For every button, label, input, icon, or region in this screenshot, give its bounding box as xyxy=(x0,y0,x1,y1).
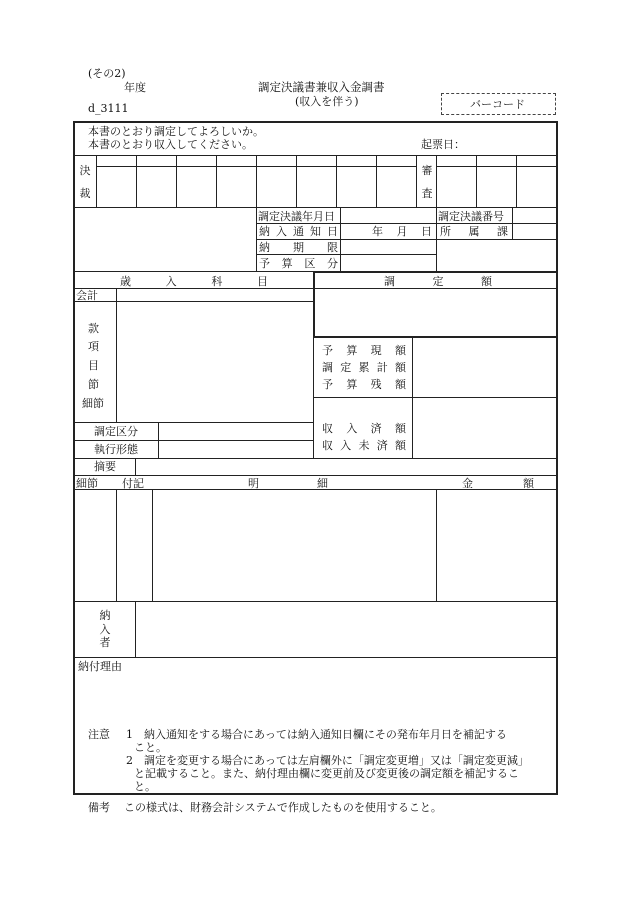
reason-label: 納付理由 xyxy=(78,660,122,673)
note-1-number: 1 xyxy=(126,728,133,741)
shikko-keitai-label: 執行形態 xyxy=(94,443,138,456)
budget-current-label: 予 算 現 額 xyxy=(322,344,406,357)
request-line-1: 本書のとおり調定してよろしいか。 xyxy=(88,125,264,138)
deadline-label: 納 期 限 xyxy=(259,241,338,254)
fuki-header: 付記 xyxy=(122,477,144,490)
tekiyo-label: 摘要 xyxy=(94,460,116,473)
kessai-divider xyxy=(96,155,97,207)
chotei-date-label: 調定決議年月日 xyxy=(258,210,335,223)
notice-date-ymd: 年 月 日 xyxy=(372,225,432,238)
department-label: 所 属 課 xyxy=(440,225,508,238)
item-moku: 目 xyxy=(88,359,99,372)
approval-bottom-line xyxy=(74,207,557,208)
note-2-line-3: と。 xyxy=(134,780,156,793)
chotei-amount-box xyxy=(313,271,558,338)
shinsa-divider xyxy=(436,155,437,207)
barcode-area xyxy=(441,93,556,115)
shinsa-label: 審 査 xyxy=(421,164,433,200)
sono-label: (その2) xyxy=(88,67,126,80)
saisetsu-header: 細節 xyxy=(76,477,98,490)
barcode-label: バーコード xyxy=(470,98,525,111)
chotei-kubun-label: 調定区分 xyxy=(94,425,138,438)
subjects-header: 歳 入 科 目 xyxy=(120,275,268,288)
notes-label: 注意 xyxy=(88,728,110,741)
request-line-2: 本書のとおり収入してください。 xyxy=(88,138,253,151)
note-1-line-2: こと。 xyxy=(134,741,167,754)
approval-title-line-right xyxy=(436,166,557,167)
unreceived-label: 収 入 未 済 額 xyxy=(322,439,406,452)
notice-date-label: 納 入 通 知 日 xyxy=(259,225,338,238)
shinsa-divider-left xyxy=(416,155,417,207)
amount-header: 調 定 額 xyxy=(384,275,492,288)
payer-label: 納 入 者 xyxy=(99,609,111,649)
item-kou: 項 xyxy=(88,340,99,353)
chotei-number-label: 調定決議番号 xyxy=(438,210,504,223)
item-kan: 款 xyxy=(88,322,99,335)
kihyo-date-label: 起票日： xyxy=(421,138,465,151)
kaikei-label: 会計 xyxy=(76,289,98,302)
nendo-label: 年度 xyxy=(124,81,146,94)
chotei-total-label: 調 定 累 計 額 xyxy=(322,361,406,374)
form-code: d_3111 xyxy=(88,102,129,115)
item-setsu: 節 xyxy=(88,378,99,391)
remarks-label: 備考 xyxy=(88,801,110,814)
kessai-label: 決 裁 xyxy=(79,164,91,200)
budget-type-label: 予 算 区 分 xyxy=(259,257,338,270)
meisai-header: 明 細 xyxy=(248,477,328,490)
note-2-line-2: と記載すること。また、納付理由欄に変更前及び変更後の調定額を補記するこ xyxy=(134,767,519,780)
budget-remaining-label: 予 算 残 額 xyxy=(322,378,406,391)
note-1-line-1: 納入通知をする場合にあっては納入通知日欄にその発布年月日を補記する xyxy=(144,728,507,741)
item-saisetsu: 細節 xyxy=(82,397,104,410)
received-label: 収 入 済 額 xyxy=(322,422,406,435)
note-2-number: 2 xyxy=(126,754,133,767)
note-2-line-1: 調定を変更する場合にあっては左肩欄外に「調定変更増」又は「調定変更減」 xyxy=(144,754,529,767)
page-title: 調定決議書兼収入金調書 xyxy=(258,80,385,94)
kingaku-header: 金 額 xyxy=(462,477,534,490)
remarks-text: この様式は、財務会計システムで作成したものを使用すること。 xyxy=(124,801,442,814)
page-subtitle: (収入を伴う) xyxy=(295,95,359,108)
approval-top-line xyxy=(74,155,557,156)
